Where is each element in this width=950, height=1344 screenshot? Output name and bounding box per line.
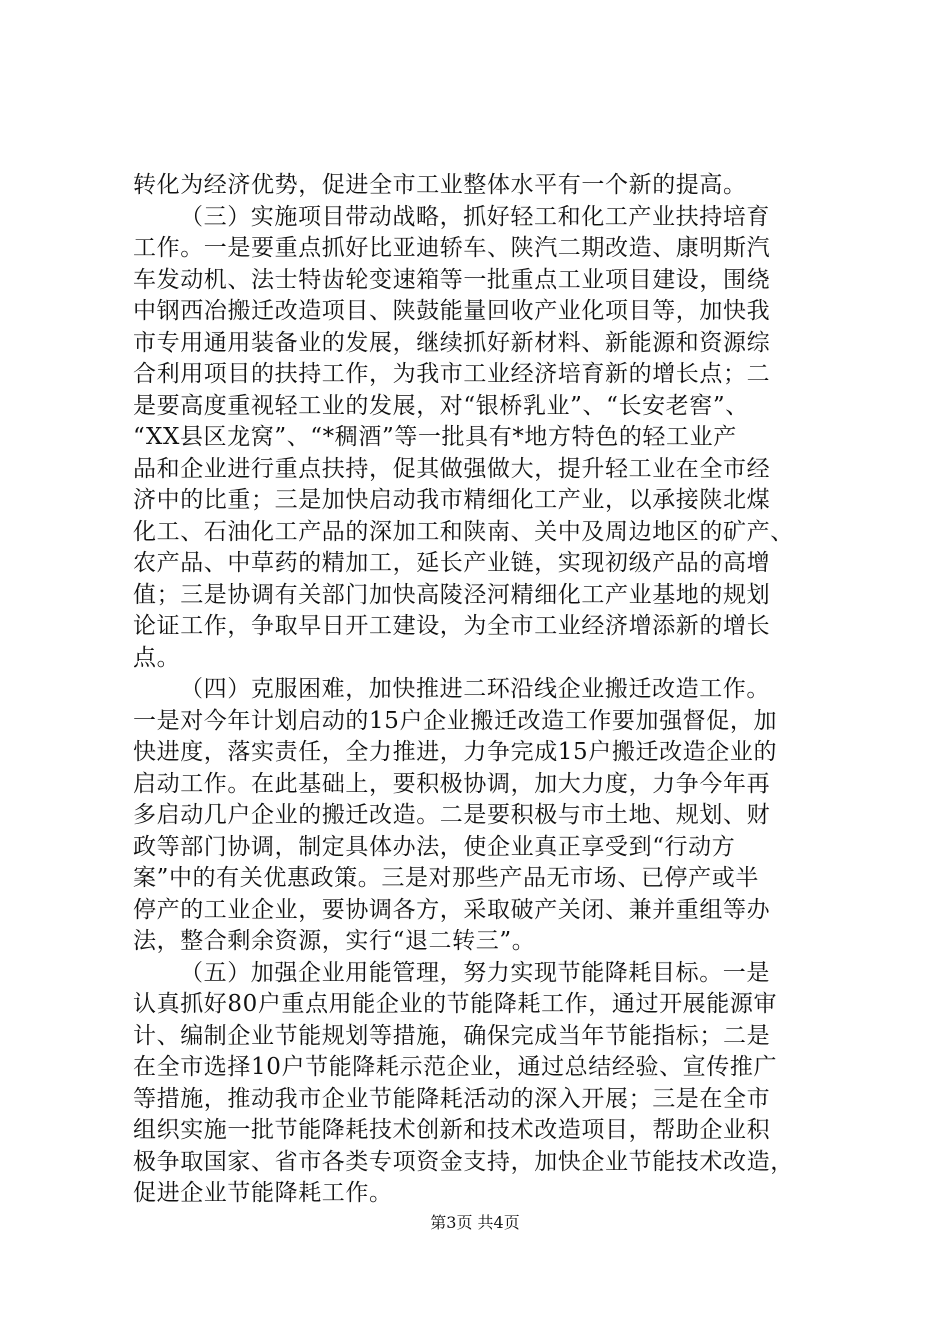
text-line: 农产品、中草药的精加工，延长产业链，实现初级产品的高增: [133, 550, 771, 576]
text-line: “XX县区龙窝”、“*稠酒”等一批具有*地方特色的轻工业产: [133, 424, 737, 450]
text-line: 在全市选择10户节能降耗示范企业，通过总结经验、宣传推广: [133, 1054, 778, 1080]
text-line: 是要高度重视轻工业的发展，对“银桥乳业”、“长安老窖”、: [133, 392, 749, 419]
text-line: 法，整合剩余资源，实行“退二转三”。: [133, 928, 536, 954]
text-line: 一是对今年计划启动的15户企业搬迁改造工作要加强督促，加: [133, 707, 778, 734]
text-line: 车发动机、法士特齿轮变速箱等一批重点工业项目建设，围绕: [133, 266, 771, 293]
text-line: （三）实施项目带动战略，抓好轻工和化工产业扶持培育: [180, 203, 770, 230]
text-line: 促进企业节能降耗工作。: [133, 1180, 393, 1206]
text-line: 多启动几户企业的搬迁改造。二是要积极与市土地、规划、财: [133, 802, 771, 828]
text-line: 计、编制企业节能规划等措施，确保完成当年节能指标；二是: [133, 1022, 771, 1049]
page-footer: 第3页 共4页: [430, 1213, 520, 1232]
text-line: 政等部门协调，制定具体办法，使企业真正享受到“行动方: [133, 833, 736, 860]
text-line: 转化为经济优势，促进全市工业整体水平有一个新的提高。: [133, 172, 747, 198]
text-line: 化工、石油化工产品的深加工和陕南、关中及周边地区的矿产、: [133, 518, 794, 545]
text-line: 点。: [133, 644, 181, 671]
text-line: 快进度，落实责任，全力推进，力争完成15户搬迁改造企业的: [133, 739, 778, 765]
text-line: 极争取国家、省市各类专项资金支持，加快企业节能技术改造，: [133, 1148, 794, 1175]
text-line: 市专用通用装备业的发展，继续抓好新材料、新能源和资源综: [133, 329, 771, 356]
text-line: 合利用项目的扶持工作，为我市工业经济培育新的增长点；二: [133, 361, 771, 387]
document-body: [133, 170, 833, 1210]
text-line: 中钢西冶搬迁改造项目、陕鼓能量回收产业化项目等，加快我: [133, 298, 771, 324]
text-line: （四）克服困难，加快推进二环沿线企业搬迁改造工作。: [180, 676, 770, 702]
text-line: 认真抓好80户重点用能企业的节能降耗工作，通过开展能源审: [133, 991, 778, 1017]
text-line: 案”中的有关优惠政策。三是对那些产品无市场、已停产或半: [133, 865, 759, 891]
text-line: 启动工作。在此基础上，要积极协调，加大力度，力争今年再: [133, 770, 771, 797]
text-line: 济中的比重；三是加快启动我市精细化工产业，以承接陕北煤: [133, 487, 771, 513]
text-line: 品和企业进行重点扶持，促其做强做大，提升轻工业在全市经: [133, 455, 771, 482]
text-line: 论证工作，争取早日开工建设，为全市工业经济增添新的增长: [133, 613, 771, 639]
text-line: 停产的工业企业，要协调各方，采取破产关闭、兼并重组等办: [133, 896, 771, 923]
text-line: 组织实施一批节能降耗技术创新和技术改造项目，帮助企业积: [133, 1117, 771, 1143]
text-line: 工作。一是要重点抓好比亚迪轿车、陕汽二期改造、康明斯汽: [133, 235, 771, 261]
text-line: （五）加强企业用能管理，努力实现节能降耗目标。一是: [180, 959, 770, 986]
text-line: 值；三是协调有关部门加快高陵泾河精细化工产业基地的规划: [133, 581, 771, 608]
text-line: 等措施，推动我市企业节能降耗活动的深入开展；三是在全市: [133, 1085, 771, 1112]
